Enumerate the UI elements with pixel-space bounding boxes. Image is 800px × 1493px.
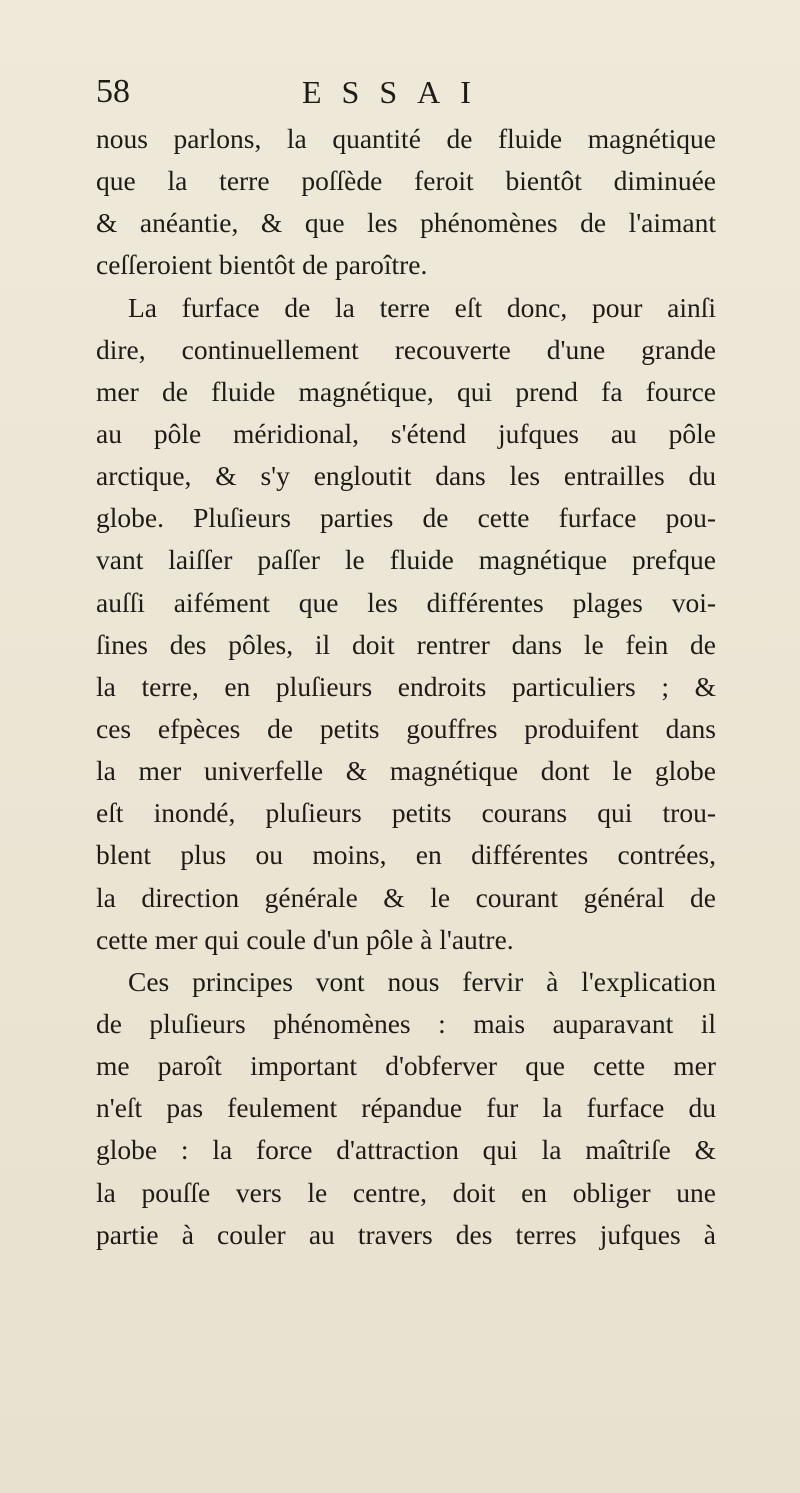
body-text (96, 118, 716, 1256)
running-title: ESSAI (302, 74, 491, 110)
text-line: la direction générale & le courant général de (96, 881, 716, 913)
text-line: au pôle méridional, s'étend jufques au pôle (96, 417, 716, 449)
text-line: la terre, en pluſieurs endroits particuliers ; & (96, 670, 716, 702)
text-line: dire, continuellement recouverte d'une grande (96, 333, 716, 365)
text-line: de pluſieurs phénomènes : mais auparavant il (96, 1007, 716, 1039)
text-line: nous parlons, la quantité de fluide magnétique (96, 123, 716, 154)
text-line: La furface de la terre eſt donc, pour ainſi (128, 291, 716, 323)
text-line: ſines des pôles, il doit rentrer dans le fein de (96, 628, 716, 660)
text-line: globe : la force d'attraction qui la maîtriſe & (96, 1134, 716, 1166)
text-line: blent plus ou moins, en différentes contrées, (96, 839, 716, 871)
text-line: la mer univerfelle & magnétique dont le globe (96, 755, 716, 787)
text-line: vant laiſſer paſſer le fluide magnétique prefque (96, 544, 716, 576)
text-line: cette mer qui coule d'un pôle à l'autre. (96, 923, 514, 955)
page-number: 58 (96, 73, 130, 110)
text-line: mer de fluide magnétique, qui prend fa fource (96, 375, 716, 407)
text-line: globe. Pluſieurs parties de cette furface pou- (96, 502, 716, 534)
text-line: n'eſt pas feulement répandue fur la furface du (96, 1092, 716, 1124)
text-line: Ces principes vont nous fervir à l'explication (128, 965, 716, 997)
text-line: & anéantie, & que les phénomènes de l'aimant (96, 207, 716, 239)
text-line: ceſſeroient bientôt de paroître. (96, 249, 428, 281)
text-line: eſt inondé, pluſieurs petits courans qui trou- (96, 797, 716, 829)
text-line: me paroît important d'obferver que cette mer (96, 1050, 716, 1082)
page-header (96, 72, 696, 116)
text-line: que la terre poſſède feroit bientôt diminuée (96, 165, 716, 197)
text-line: arctique, & s'y engloutit dans les entrailles du (96, 460, 716, 492)
text-line: partie à couler au travers des terres jufques à (96, 1218, 716, 1250)
text-line: auſſi aifément que les différentes plages voi- (96, 586, 716, 618)
text-line: la pouſſe vers le centre, doit en obliger une (96, 1176, 716, 1208)
text-line: ces efpèces de petits gouffres produifent dans (96, 712, 716, 744)
